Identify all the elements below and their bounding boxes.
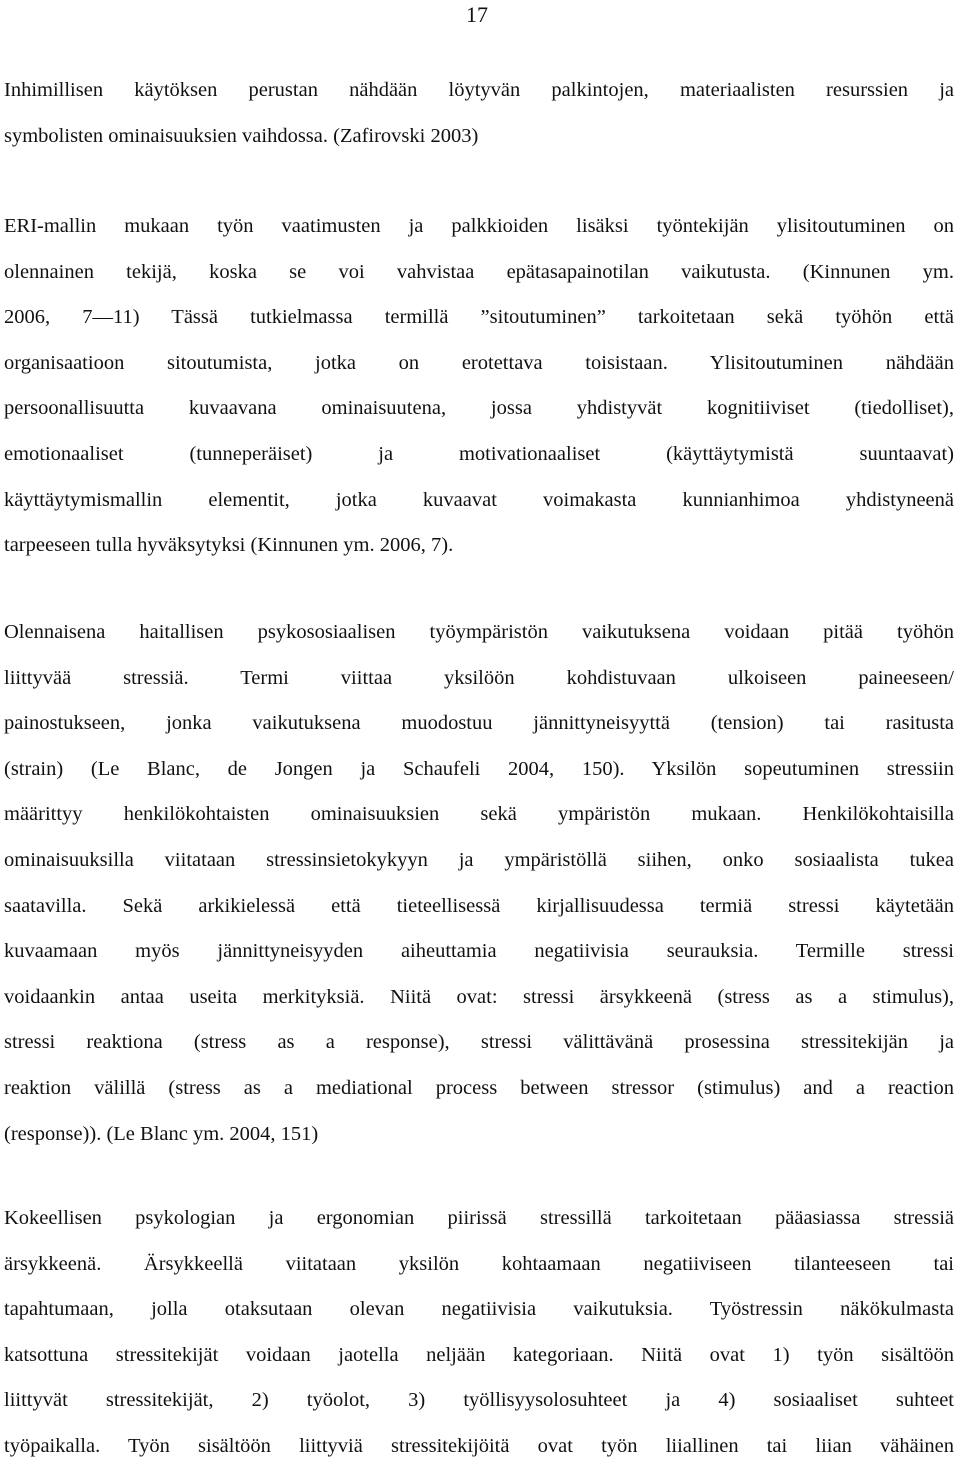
text-line: ominaisuuksilla viitataan stressinsietokykyyn ja ympäristöllä siihen, onko sosiaalista tukea: [4, 848, 954, 871]
text-line: katsottuna stressitekijät voidaan jaotella neljään kategoriaan. Niitä ovat 1) työn sisältöön: [4, 1343, 954, 1366]
paragraph-eri-model: [4, 204, 954, 569]
text-line: persoonallisuutta kuvaavana ominaisuutena, jossa yhdistyvät kognitiiviset (tiedolliset),: [4, 397, 954, 420]
text-line: (strain) (Le Blanc, de Jongen ja Schaufeli 2004, 150). Yksilön sopeutuminen stressiin: [4, 757, 954, 780]
text-line: (response)). (Le Blanc ym. 2004, 151): [4, 1122, 319, 1145]
text-line: stressi reaktiona (stress as a response), stressi välittävänä prosessina stressitekijän ja: [4, 1031, 954, 1054]
text-line: painostukseen, jonka vaikutuksena muodostuu jännittyneisyyttä (tension) tai rasitusta: [4, 712, 954, 735]
text-line: reaktion välillä (stress as a mediational process between stressor (stimulus) and a reaction: [4, 1076, 954, 1099]
text-line: liittyvää stressiä. Termi viittaa yksilöön kohdistuvaan ulkoiseen paineeseen/: [4, 666, 954, 689]
text-line: työpaikalla. Työn sisältöön liittyviä stressitekijöitä ovat työn liiallinen tai liian vähäinen: [4, 1434, 954, 1457]
text-line: emotionaaliset (tunneperäiset) ja motivationaaliset (käyttäytymistä suuntaavat): [4, 442, 954, 465]
text-line: ERI-mallin mukaan työn vaatimusten ja palkkioiden lisäksi työntekijän ylisitoutuminen on: [4, 215, 954, 237]
text-line: ärsykkeenä. Ärsykkeellä viitataan yksilön kohtaamaan negatiiviseen tilanteeseen tai: [4, 1252, 954, 1275]
text-line: symbolisten ominaisuuksien vaihdossa. (Zafirovski 2003): [4, 124, 479, 147]
text-line: organisaatioon sitoutumista, jotka on erotettava toisistaan. Ylisitoutuminen nähdään: [4, 351, 954, 374]
text-line: tapahtumaan, jolla otaksutaan olevan negatiivisia vaikutuksia. Työstressin näkökulmasta: [4, 1298, 954, 1321]
text-line: määrittyy henkilökohtaisten ominaisuuksien sekä ympäristön mukaan. Henkilökohtaisilla: [4, 803, 954, 826]
text-line: voidaankin antaa useita merkityksiä. Niitä ovat: stressi ärsykkeenä (stress as a stimulus),: [4, 985, 954, 1008]
text-line: Kokeellisen psykologian ja ergonomian piirissä stressillä tarkoitetaan pääasiassa stressiä: [4, 1207, 954, 1229]
paragraph-social-exchange: [4, 68, 954, 159]
text-line: tarpeeseen tulla hyväksytyksi (Kinnunen ym. 2006, 7).: [4, 534, 454, 557]
text-line: kuvaamaan myös jännittyneisyyden aiheuttamia negatiivisia seurauksia. Termille stressi: [4, 940, 954, 963]
text-line: liittyvät stressitekijät, 2) työolot, 3) työllisyysolosuhteet ja 4) sosiaaliset suhteet: [4, 1389, 954, 1412]
text-line: Inhimillisen käytöksen perustan nähdään löytyvän palkintojen, materiaalisten resurssien ja: [4, 79, 954, 101]
text-line: saatavilla. Sekä arkikielessä että tieteellisessä kirjallisuudessa termiä stressi käytetään: [4, 894, 954, 917]
paragraph-stress-definition: [4, 610, 954, 1157]
text-line: Olennaisena haitallisen psykososiaalisen työympäristön vaikutuksena voidaan pitää työhön: [4, 621, 954, 643]
text-line: käyttäytymismallin elementit, jotka kuvaavat voimakasta kunnianhimoa yhdistyneenä: [4, 488, 954, 511]
paragraph-stress-categories: [4, 1196, 954, 1470]
text-line: olennainen tekijä, koska se voi vahvistaa epätasapainotilan vaikutusta. (Kinnunen ym.: [4, 260, 954, 283]
page-number: 17: [466, 2, 488, 27]
text-line: 2006, 7—11) Tässä tutkielmassa termillä ”sitoutuminen” tarkoitetaan sekä työhön että: [4, 306, 954, 329]
